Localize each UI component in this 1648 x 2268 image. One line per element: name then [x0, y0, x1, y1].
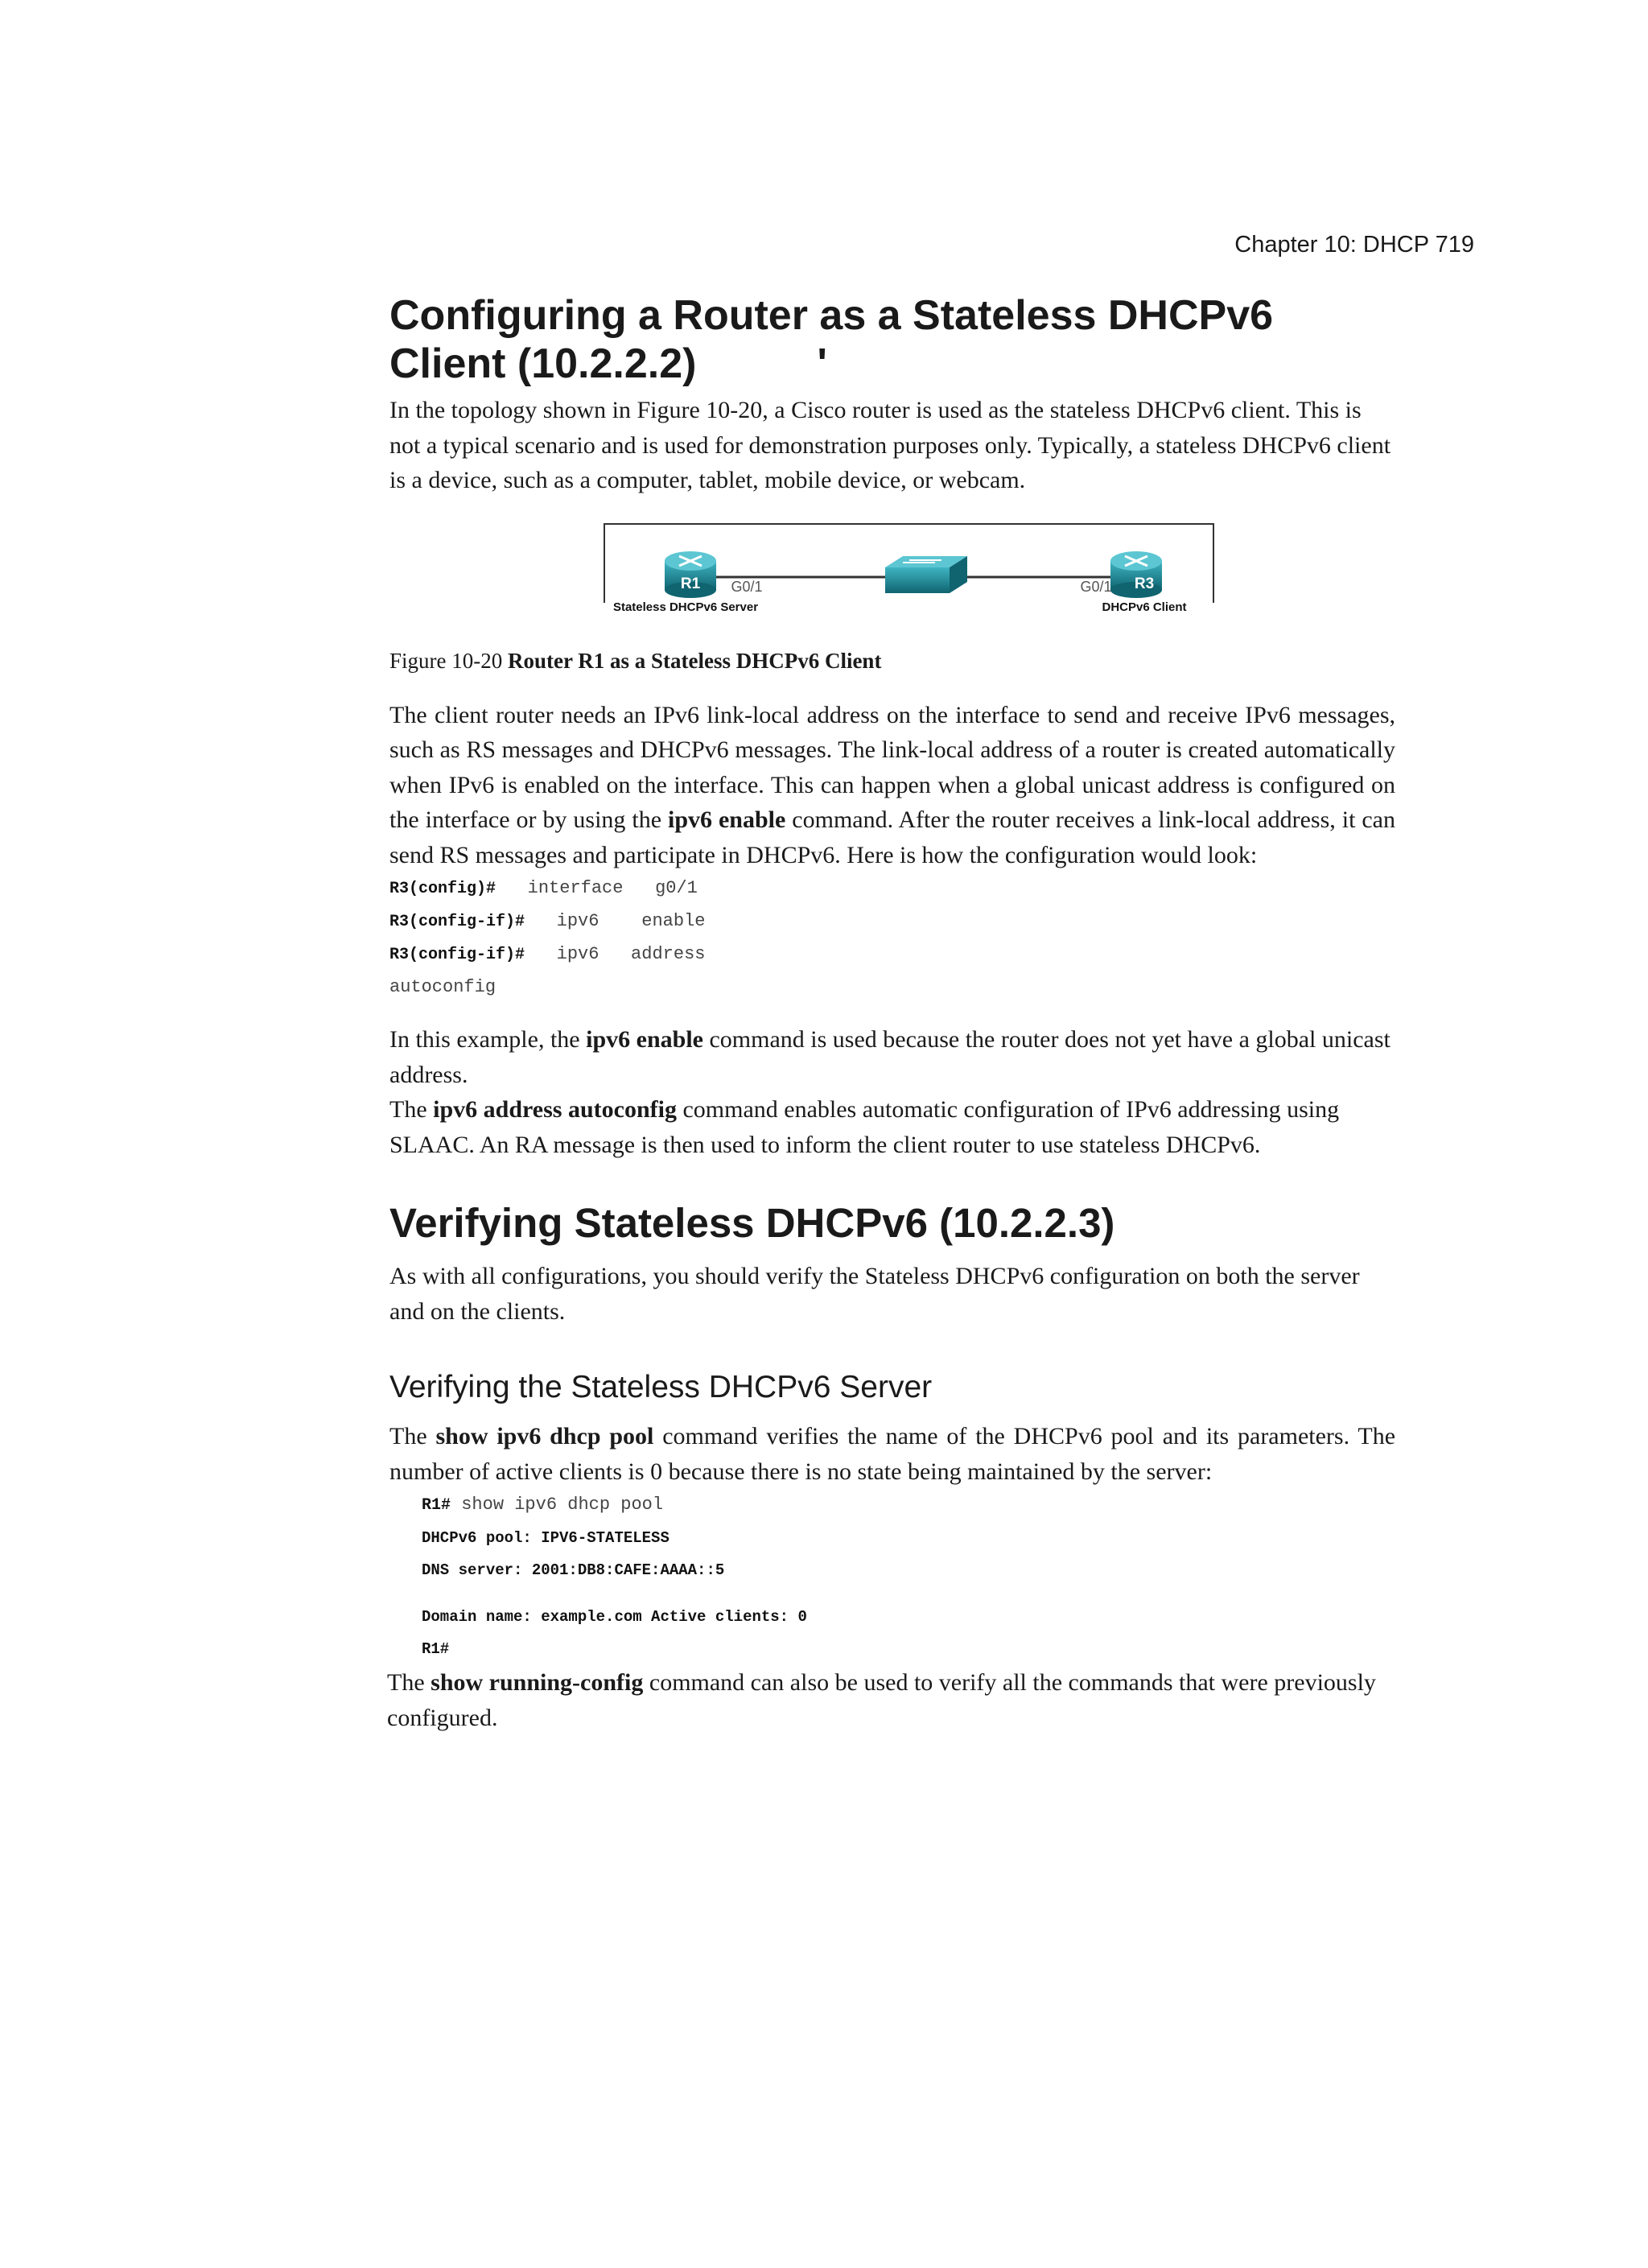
section-title-configuring — [389, 291, 1395, 388]
code-line: DHCPv6 pool: IPV6-STATELESS — [422, 1529, 670, 1547]
section-title-verifying: Verifying Stateless DHCPv6 (10.2.2.3) — [389, 1200, 1115, 1246]
code-line: R3(config)# interface g0/1 — [389, 878, 698, 898]
show-pool-output — [389, 1489, 1395, 1665]
code-line: autoconfig — [389, 977, 496, 997]
verifying-intro-paragraph: As with all configurations, you should verify the Stateless DHCPv6 configuration on both the server and on the clients. — [389, 1263, 1360, 1325]
r3-role-label: DHCPv6 Client — [1102, 600, 1187, 612]
title-line-2: Client (10.2.2.2) — [389, 340, 697, 387]
autoconfig-paragraph: The ipv6 address autoconfig command enables automatic configuration of IPv6 addressing using SLAAC. An RA message is then used to inform the client router to use stateless DHCPv6. — [389, 1096, 1340, 1158]
running-config-paragraph: The show running-config command can also be used to verify all the commands that were previously configured. — [387, 1669, 1376, 1731]
intro-paragraph: In the topology shown in Figure 10-20, a Cisco router is used as the stateless DHCPv6 client. This is not a typical scenario and is used for demonstration purposes only. Typically, a stateless DHCPv6 client is a device, such as a computer, tablet, mobile device, or webcam. — [389, 397, 1391, 493]
figure-caption-number: Figure 10-20 — [389, 648, 503, 673]
para1-bold-command: ipv6 enable — [668, 806, 786, 833]
r1-label: R1 — [680, 575, 701, 592]
r3-port-label: G0/1 — [1080, 578, 1112, 595]
topology-diagram — [604, 522, 1215, 612]
title-stray-mark: ' — [817, 340, 827, 387]
r1-port-label: G0/1 — [731, 578, 763, 595]
para3-bold-command: ipv6 address autoconfig — [433, 1096, 677, 1123]
figure-caption — [389, 646, 1395, 675]
para2-bold-command: ipv6 enable — [586, 1026, 703, 1053]
running-header: Chapter 10: DHCP 719 — [1234, 232, 1474, 258]
client-router-paragraph — [389, 698, 1395, 873]
running-config-bold-command: show running-config — [431, 1669, 644, 1696]
code-line: R1# — [422, 1640, 450, 1658]
ipv6-enable-paragraph: In this example, the ipv6 enable command is used because the router does not yet have a global unicast address. — [389, 1026, 1390, 1088]
code-line: DNS server: 2001:DB8:CAFE:AAAA::5 — [422, 1561, 725, 1579]
code-line: R1# show ipv6 dhcp pool — [422, 1495, 664, 1515]
code-line: R3(config-if)# ipv6 address — [389, 944, 706, 964]
r3-label: R3 — [1134, 575, 1155, 592]
para1-text-a: The client router needs an IPv6 link-local address on the interface to send and receive IPv6 messages, such as RS messages and DHCPv6 messages. The link-local address of a router is created automatically when IPv6 is enabled on the interface. This can happen when a global unicast address is configured on the interface or by using the — [389, 701, 1395, 833]
figure-caption-title: Router R1 as a Stateless DHCPv6 Client — [507, 648, 882, 673]
topology-figure — [604, 522, 1215, 612]
show-pool-paragraph: The show ipv6 dhcp pool command verifies the name of the DHCPv6 pool and its parameters. The number of active clients is 0 because there is no state being maintained by the server: — [389, 1423, 1396, 1485]
page-content — [389, 291, 1395, 1735]
config-code-block — [389, 872, 1395, 1004]
switch-icon — [885, 556, 967, 593]
code-line: Domain name: example.com Active clients: 0 — [422, 1608, 807, 1626]
subsection-title-server: Verifying the Stateless DHCPv6 Server — [389, 1370, 933, 1404]
code-line: R3(config-if)# ipv6 enable — [389, 911, 706, 931]
r1-role-label: Stateless DHCPv6 Server — [612, 600, 759, 612]
para1-text-b: command. After the router receives a link-local address, it can send RS messages and participate in DHCPv6. Here is how the configuration would look: — [389, 806, 1395, 868]
show-pool-bold-command: show ipv6 dhcp pool — [435, 1423, 654, 1449]
title-line-1: Configuring a Router as a Stateless DHCPv6 — [389, 292, 1274, 339]
